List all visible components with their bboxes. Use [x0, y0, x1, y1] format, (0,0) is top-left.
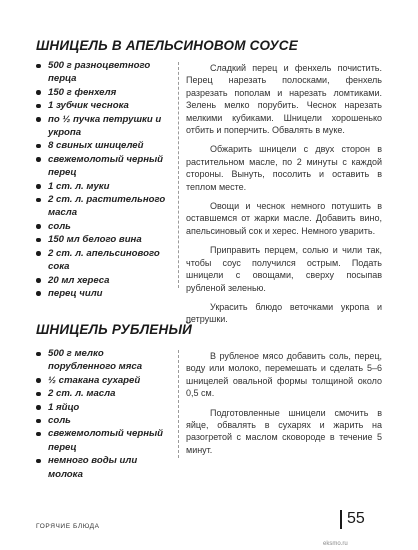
recipe-steps	[186, 62, 382, 333]
ingredient-item: 2 ст. л. растительного масла	[34, 193, 172, 220]
ingredient-item: 500 г мелко порубленного мяса	[34, 347, 172, 374]
recipe-title: ШНИЦЕЛЬ РУБЛЕНЫЙ	[36, 322, 193, 337]
step-paragraph: Приправить перцем, солью и чили так, чтобы соус получился острым. Подать шницели с овощами, сверху посыпав рубленой зеленью.	[186, 245, 382, 293]
ingredient-list	[34, 59, 172, 300]
step-paragraph: Украсить блюдо веточками укропа и петрушки.	[186, 301, 382, 325]
page-number: 55	[347, 510, 365, 527]
column-divider	[178, 350, 179, 458]
ingredient-item: 8 свиных шницелей	[34, 139, 172, 152]
ingredient-item: 150 мл белого вина	[34, 233, 172, 246]
step-paragraph: Сладкий перец и фенхель почистить. Перец нарезать полосками, фенхель разрезать пополам и нарезать ломтиками. Зелень мелко порубить. Чеснок нарезать мелкими кубиками. Шницели хорошенько отбить и поперчить. Обвалять в муке.	[186, 63, 382, 136]
footer-divider	[340, 510, 342, 529]
ingredient-item: 150 г фенхеля	[34, 86, 172, 99]
column-divider	[178, 62, 179, 288]
ingredient-item: немного воды или молока	[34, 454, 172, 481]
section-label: ГОРЯЧИЕ БЛЮДА	[36, 523, 100, 530]
ingredient-item: 1 зубчик чеснока	[34, 99, 172, 112]
ingredient-item: соль	[34, 414, 172, 427]
step-paragraph: Овощи и чеснок немного потушить в оставшемся от жарки масле. Добавить вино, апельсиновый сок и херес. Немного уварить.	[186, 201, 382, 236]
ingredient-item: свежемолотый черный перец	[34, 427, 172, 454]
watermark: eksmo.ru	[323, 541, 348, 547]
step-paragraph: Подготовленные шницели смочить в яйце, обвалять в сухарях и жарить на разогретой с маслом сковороде в течение 5 минут.	[186, 407, 382, 455]
ingredient-item: ½ стакана сухарей	[34, 374, 172, 387]
recipe-steps	[186, 350, 382, 463]
ingredient-item: свежемолотый черный перец	[34, 153, 172, 180]
ingredient-item: по ½ пучка петрушки и укропа	[34, 113, 172, 140]
ingredient-item: 20 мл хереса	[34, 274, 172, 287]
ingredient-item: соль	[34, 220, 172, 233]
step-paragraph: В рубленое мясо добавить соль, перец, воду или молоко, перемешать и сделать 5–6 шницелей овальной формы толщиной около 0,5 см.	[186, 351, 382, 399]
ingredient-item: 1 яйцо	[34, 401, 172, 414]
ingredient-item: перец чили	[34, 287, 172, 300]
ingredient-list	[34, 347, 172, 481]
ingredient-item: 2 ст. л. масла	[34, 387, 172, 400]
step-paragraph: Обжарить шницели с двух сторон в растительном масле, по 2 минуты с каждой стороны. Вынуть, посолить и оставить в теплом месте.	[186, 144, 382, 192]
recipe-title: ШНИЦЕЛЬ В АПЕЛЬСИНОВОМ СОУСЕ	[36, 38, 298, 53]
ingredient-item: 2 ст. л. апельсинового сока	[34, 247, 172, 274]
ingredient-item: 1 ст. л. муки	[34, 180, 172, 193]
ingredient-item: 500 г разноцветного перца	[34, 59, 172, 86]
